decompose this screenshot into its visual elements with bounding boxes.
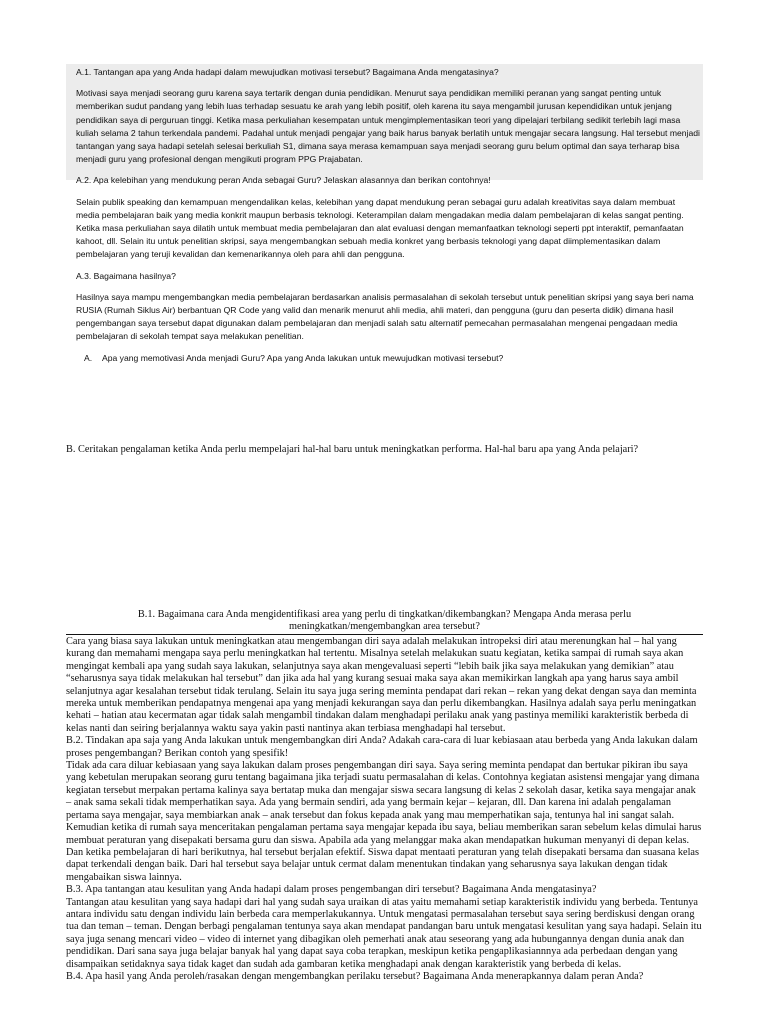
question-b4: B.4. Apa hasil yang Anda peroleh/rasakan dengan mengembangkan perilaku tersebut? Bagaimana Anda menerapkannya dalam peran Anda? <box>66 970 644 982</box>
section-b-body <box>66 636 703 983</box>
b1-title <box>66 609 703 634</box>
horizontal-rule <box>66 634 703 635</box>
answer-a1: Motivasi saya menjadi seorang guru karena saya tertarik dengan dunia pendidikan. Menurut saya pendidikan memiliki peranan yang sangat penting untuk memberikan sudut pandang yang lebih luas terhadap sesuatu ke arah yang lebih positif, oleh karena itu saya mengambil jurusan kependidikan untuk jenjang pendidikan saya di perguruan tinggi. Ketika masa perkuliahan kesempatan untuk mengimplementasikan teori yang dipelajari terbilang sedikit terlebih lagi masa kuliah selama 2 tahun terkendala pandemi. Padahal untuk menjadi pengajar yang baik harus banyak berlatih untuk mengajar secara langsung. Hal tersebut menjadi tantangan yang saya hadapi setelah selesai berkuliah S1, dimana saya merasa kemampuan saya menjadi seorang guru belum optimal dan saya terharap bisa menjadi guru yang profesional dengan mengikuti program PPG Prajabatan. <box>76 88 700 165</box>
question-b2: B.2. Tindakan apa saja yang Anda lakukan untuk mengembangkan diri Anda? Adakah cara-cara di luar kebiasaan atau berbeda yang Anda lakukan dalam proses pengembangan? Berikan contoh yang spesifik! <box>66 735 698 759</box>
question-a2: A.2. Apa kelebihan yang mendukung peran Anda sebagai Guru? Jelaskan alasannya dan berikan contohnya! <box>76 175 491 186</box>
answer-b3: Tantangan atau kesulitan yang saya hadapi dari hal yang sudah saya uraikan di atas yaitu memahami setiap karakteristik individu yang berbeda. Tentunya antara individu satu dengan individu lain berbeda cara memperlakukannya. Untuk mengatasi permasalahan tersebut saya sering berdiskusi dengan orang tua dan teman – teman. Dengan berbagi pengalaman tentunya saya akan mendapat pandangan baru untuk mengatasi kesulitan yang saya hadapi. Selain itu saya juga senang mencari video – video di internet yang dibagikan oleh pemerhati anak atau seseorang yang ada hubungannya dengan dunia anak dan pendidikan. Dari sana saya juga belajar banyak hal yang dapat saya coba terapkan, meskipun ketika pengaplikasiannnya ada perbedaan dengan yang disampaikan setidaknya saya tidak kaget dan sudah ada gambaran ketika menghadapi anak dengan karakteristik yang berbeda di kelas. <box>66 896 702 970</box>
answer-a3: Hasilnya saya mampu mengembangkan media pembelajaran berdasarkan analisis permasalahan di sekolah tersebut untuk penelitian skripsi yang saya beri nama RUSIA (Rumah Siklus Air) berbantuan QR Code yang valid dan menarik menurut ahli media, ahli materi, dan pengguna (guru dan peserta didik) dimana hasil pengembangan saya tersebut dapat digunakan dalam pembelajaran dan menjadi salah satu alternatif pemecahan permasalahan mengenai pengadaan media pembelajaran di sekolah tempat saya melakukan penelitian. <box>76 291 694 342</box>
section-a <box>76 66 700 365</box>
list-item-text: Apa yang memotivasi Anda menjadi Guru? Apa yang Anda lakukan untuk mewujudkan motivasi tersebut? <box>102 352 504 363</box>
answer-a2: Selain publik speaking dan kemampuan mengendalikan kelas, kelebihan yang dapat mendukung peran sebagai guru adalah kreativitas saya dalam membuat media pembelajaran baik yang media konkrit maupun berbasis teknologi. Keterampilan dalam mengadakan media dalam pembelajaran di kelas sangat penting. Ketika masa perkuliahan saya dilatih untuk membuat media pembelajaran dan alat evaluasi dengan memanfaatkan teknologi seperti ppt interaktif, pemanfaatan kahoot, dll. Selain itu untuk penelitian skripsi, saya mengembangkan sebuah media konkret yang berbasis teknologi yang dapat diimplementasikan dalam pembelajaran yang teruji kevalidan dan kemenarikannya oleh para ahli dan pengguna. <box>76 196 684 260</box>
list-item-a <box>76 352 700 365</box>
answer-b1: Cara yang biasa saya lakukan untuk meningkatkan atau mengembangan diri saya adalah melakukan intropeksi diri atau merenungkan hal – hal yang kurang dan memahami mengapa saya perlu meningkatkan hal tertentu. Misalnya setelah melakukan suatu kegiatan, ketika sampai di rumah saya akan mengingat kembali apa yang sudah saya lakukan, selanjutnya saya akan mengevaluasi seperti “lebih baik jika saya melakukan yang demikian” atau “seharusnya saya tidak melakukan hal tersebut” dan jika ada hal yang kurang sesuai maka saya akan memikirkan langkah apa yang harus saya ambil selanjutnya agar kesalahan tersebut tidak terulang. Selain itu saya juga sering meminta pendapat dari rekan – rekan yang dekat dengan saya dan meminta mereka untuk memberikan pendapatnya mengenai apa yang menjadi kekurangan saya dan perlu dikembangkan. Hasilnya adalah saya perlu meningatkan kehati – hatian atau kecermatan agar tidak salah mengambil tindakan dalam menghadapi perilaku anak yang pastinya memiliki karakteristik berbeda di kelas nanti dan seiring berjalannya waktu saya yakin pasti nantinya akan terbiasa menghadapi hal tersebut. <box>66 636 697 734</box>
question-b3: B.3. Apa tantangan atau kesulitan yang Anda hadapi dalam proses pengembangan diri tersebut? Bagaimana Anda mengatasinya? <box>66 884 597 896</box>
section-b-heading: B. Ceritakan pengalaman ketika Anda perlu mempelajari hal-hal baru untuk meningkatkan performa. Hal-hal baru apa yang Anda pelajari? <box>66 444 639 455</box>
question-a3: A.3. Bagaimana hasilnya? <box>76 270 176 281</box>
question-a1: A.1. Tantangan apa yang Anda hadapi dalam mewujudkan motivasi tersebut? Bagaimana Anda mengatasinya? <box>76 67 499 77</box>
answer-b2: Tidak ada cara diluar kebiasaan yang saya lakukan dalam proses pengembangan diri saya. Saya sering meminta pendapat dan bertukar pikiran ibu saya yang kebetulan merupakan seorang guru tentang bagaimana jika terjadi suatu permasalahan di kelas. Contohnya kegiatan asistensi mengajar yang dimana kegiatan tersebut merpakan pertama kalinya saya bertatap muka dan mengajar siswa secara langsung di kelas 2 sekolah dasar, ketika saya mengajar anak – anak sama sekali tidak memperhatikan saya. Ada yang bermain sendiri, ada yang bermain kejar – kejaran, dll. Dan karena ini adalah pengalaman pertama saya mengajar, saya membiarkan anak – anak tersebut dan fokus kepada anak yang mau memperhatikan saja, tentunya hal ini sangat salah. Kemudian ketika di rumah saya menceritakan pengalaman pertama saya mengajar kepada ibu saya, beliau memberikan saran sebelum kelas dimulai harus membuat peraturan yang disepakati bersama guru dan siswa. Apabila ada yang melanggar maka akan mendapatkan hukuman menyanyi di depan kelas. Dan ketika pembelajaran di hari berikutnya, hal tersebut berjalan efektif. Siswa dapat mentaati peraturan yang telah disepakati bersama dan suasana kelas dapat terkendali dengan baik. Dari hal tersebut saya belajar untuk cermat dalam menentukan tindakan yang seharusnya saya lakukan dengan tidak mengabaikan siswa lainnya. <box>66 760 702 883</box>
b1-title-line2: meningkatkan/mengembangkan area tersebut? <box>289 621 480 633</box>
list-marker: A. <box>84 352 93 363</box>
b1-title-line1: B.1. Bagaimana cara Anda mengidentifikasi area yang perlu di tingkatkan/dikembangkan? Mengapa Anda merasa perlu <box>137 609 632 620</box>
